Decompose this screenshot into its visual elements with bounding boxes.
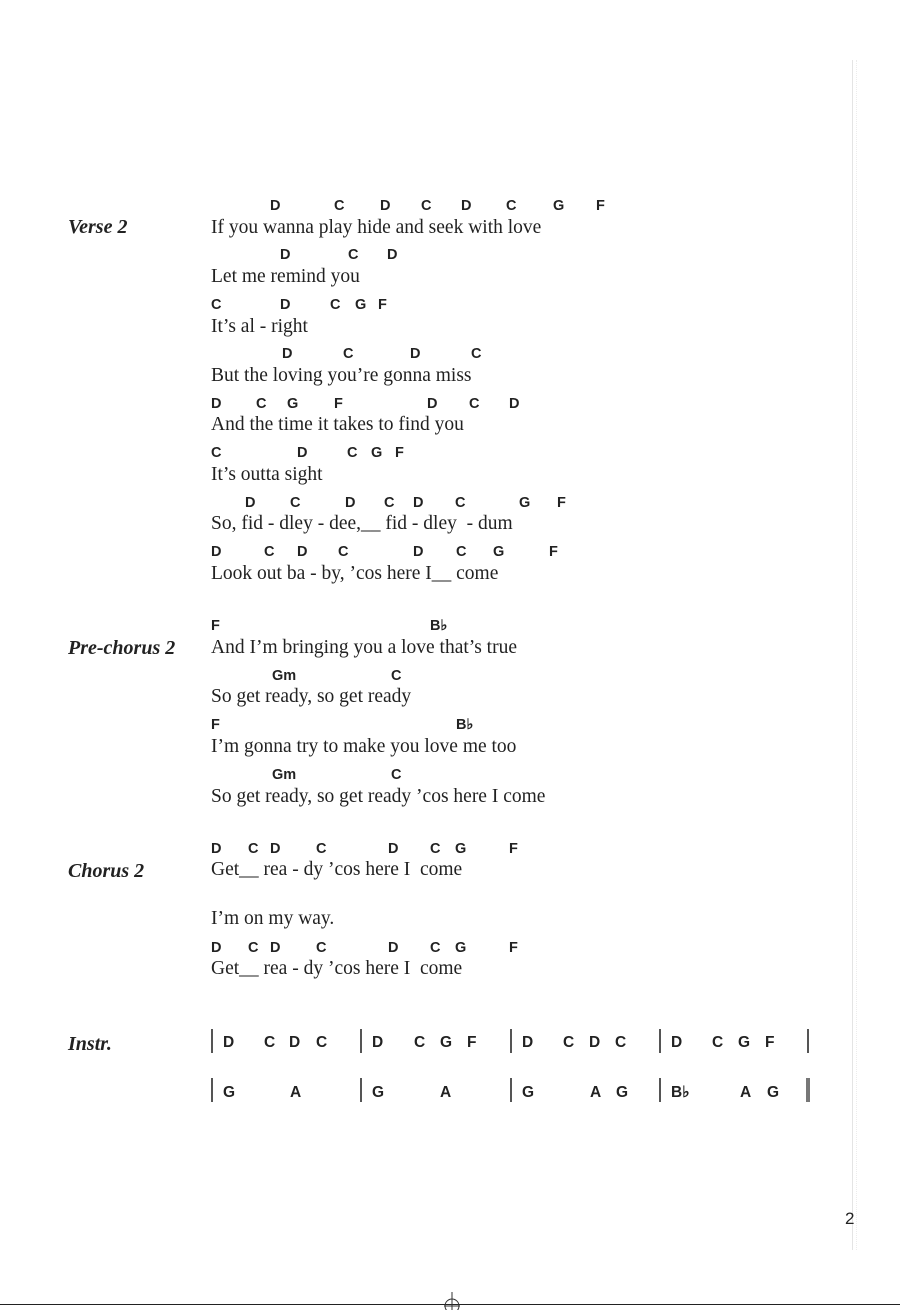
chord: G [455, 940, 467, 956]
chord: C [469, 396, 480, 412]
instr-chord: D [671, 1034, 683, 1051]
chord: D [211, 940, 222, 956]
chord: D [211, 544, 222, 560]
section-label-verse-2: Verse 2 [68, 216, 128, 238]
instr-chord: D [589, 1034, 601, 1051]
instr-chord: F [467, 1034, 477, 1051]
chord: C [330, 297, 341, 313]
bar-line [510, 1078, 512, 1102]
instr-chord: G [738, 1034, 751, 1051]
chord: F [596, 198, 605, 214]
instr-chord: D [372, 1034, 384, 1051]
chord: C [421, 198, 432, 214]
instr-chord: G [616, 1084, 629, 1101]
lyric-line: But the loving you’re gonna miss [211, 365, 472, 386]
chord: D [427, 396, 438, 412]
chord: F [378, 297, 387, 313]
chord: D [245, 495, 256, 511]
chord: C [211, 297, 222, 313]
chord: D [461, 198, 472, 214]
lyric-line: So, fid - dley - dee,__ fid - dley - dum [211, 513, 513, 534]
chord: G [355, 297, 367, 313]
chord: C [430, 841, 441, 857]
registration-mark-icon [443, 1292, 461, 1310]
lyric-line: I’m on my way. [211, 908, 335, 929]
instr-chord: G [522, 1084, 535, 1101]
instr-chord: G [223, 1084, 236, 1101]
lyric-line: And the time it takes to find you [211, 414, 464, 435]
bar-line [211, 1029, 213, 1053]
bar-line [211, 1078, 213, 1102]
lyric-line: I’m gonna try to make you love me too [211, 736, 517, 757]
chord: G [493, 544, 505, 560]
chord: C [316, 940, 327, 956]
instr-chord: C [316, 1034, 328, 1051]
lyric-line: It’s outta sight [211, 464, 323, 485]
instr-chord: C [712, 1034, 724, 1051]
chord: D [211, 841, 222, 857]
chord: Gm [272, 668, 297, 684]
chord: G [519, 495, 531, 511]
instr-chord: F [765, 1034, 775, 1051]
chord: C [290, 495, 301, 511]
chord: C [248, 841, 259, 857]
chord: D [345, 495, 356, 511]
chord: C [506, 198, 517, 214]
bar-line [659, 1078, 661, 1102]
instr-chord: C [615, 1034, 627, 1051]
instr-chord: D [289, 1034, 301, 1051]
chord: Gm [272, 767, 297, 783]
instr-chord: C [414, 1034, 426, 1051]
chord: G [455, 841, 467, 857]
section-label-pre-chorus-2: Pre-chorus 2 [68, 637, 176, 659]
chord: C [343, 346, 354, 362]
chord: C [455, 495, 466, 511]
chord: F [211, 717, 220, 733]
lyric-line: If you wanna play hide and seek with love [211, 217, 542, 238]
chord: D [211, 396, 222, 412]
chord: C [391, 668, 402, 684]
chord: C [384, 495, 395, 511]
lyric-line: So get ready, so get ready [211, 686, 412, 707]
bar-line [360, 1029, 362, 1053]
chord: D [509, 396, 520, 412]
chord: C [211, 445, 222, 461]
chord: C [338, 544, 349, 560]
lyric-line: It’s al - right [211, 316, 308, 337]
chord: F [557, 495, 566, 511]
instr-chord: G [372, 1084, 385, 1101]
lyric-line: And I’m bringing you a love that’s true [211, 637, 517, 658]
bar-line [659, 1029, 661, 1053]
chord: C [347, 445, 358, 461]
chord: C [248, 940, 259, 956]
final-bar-line [806, 1078, 810, 1102]
chord: B♭ [430, 618, 448, 634]
chord: D [380, 198, 391, 214]
chord: F [395, 445, 404, 461]
chord: D [282, 346, 293, 362]
chord: F [211, 618, 220, 634]
instr-chord: A [740, 1084, 752, 1101]
chord: G [287, 396, 299, 412]
chord: D [297, 445, 308, 461]
bar-line [360, 1078, 362, 1102]
page-edge-rule [852, 60, 853, 1250]
chord: F [509, 940, 518, 956]
chord: D [270, 198, 281, 214]
section-label-instr: Instr. [68, 1033, 112, 1055]
instr-chord: G [767, 1084, 780, 1101]
chord: C [316, 841, 327, 857]
chord: D [280, 247, 291, 263]
chord: F [509, 841, 518, 857]
chord: G [553, 198, 565, 214]
chord: C [456, 544, 467, 560]
chord: D [388, 841, 399, 857]
instr-chord: C [563, 1034, 575, 1051]
instr-chord: D [223, 1034, 235, 1051]
chord: D [270, 940, 281, 956]
instr-chord: D [522, 1034, 534, 1051]
instr-chord: G [440, 1034, 453, 1051]
lyric-line: Look out ba - by, ’cos here I__ come [211, 563, 499, 584]
chord: C [256, 396, 267, 412]
lyric-line: So get ready, so get ready ’cos here I come [211, 786, 546, 807]
lyric-line: Let me remind you [211, 266, 360, 287]
chord: D [413, 544, 424, 560]
page-number: 2 [845, 1209, 855, 1228]
instr-chord: A [440, 1084, 452, 1101]
chord: C [348, 247, 359, 263]
instr-chord: A [590, 1084, 602, 1101]
chord: C [264, 544, 275, 560]
lyric-line: Get__ rea - dy ’cos here I come [211, 859, 463, 880]
chord: D [387, 247, 398, 263]
chord: D [280, 297, 291, 313]
chord: C [430, 940, 441, 956]
page-edge-rule-dotted [856, 60, 857, 1250]
chord: D [413, 495, 424, 511]
chord: D [297, 544, 308, 560]
instr-chord: C [264, 1034, 276, 1051]
chord: C [391, 767, 402, 783]
chord: F [549, 544, 558, 560]
bar-line [807, 1029, 809, 1053]
instr-chord: A [290, 1084, 302, 1101]
chord: D [410, 346, 421, 362]
chord: B♭ [456, 717, 474, 733]
chord: D [388, 940, 399, 956]
chord: C [471, 346, 482, 362]
chord: G [371, 445, 383, 461]
chord: F [334, 396, 343, 412]
chord: C [334, 198, 345, 214]
chord: D [270, 841, 281, 857]
section-label-chorus-2: Chorus 2 [68, 860, 145, 882]
lyric-line: Get__ rea - dy ’cos here I come [211, 958, 463, 979]
bar-line [510, 1029, 512, 1053]
instr-chord: B♭ [671, 1084, 690, 1101]
